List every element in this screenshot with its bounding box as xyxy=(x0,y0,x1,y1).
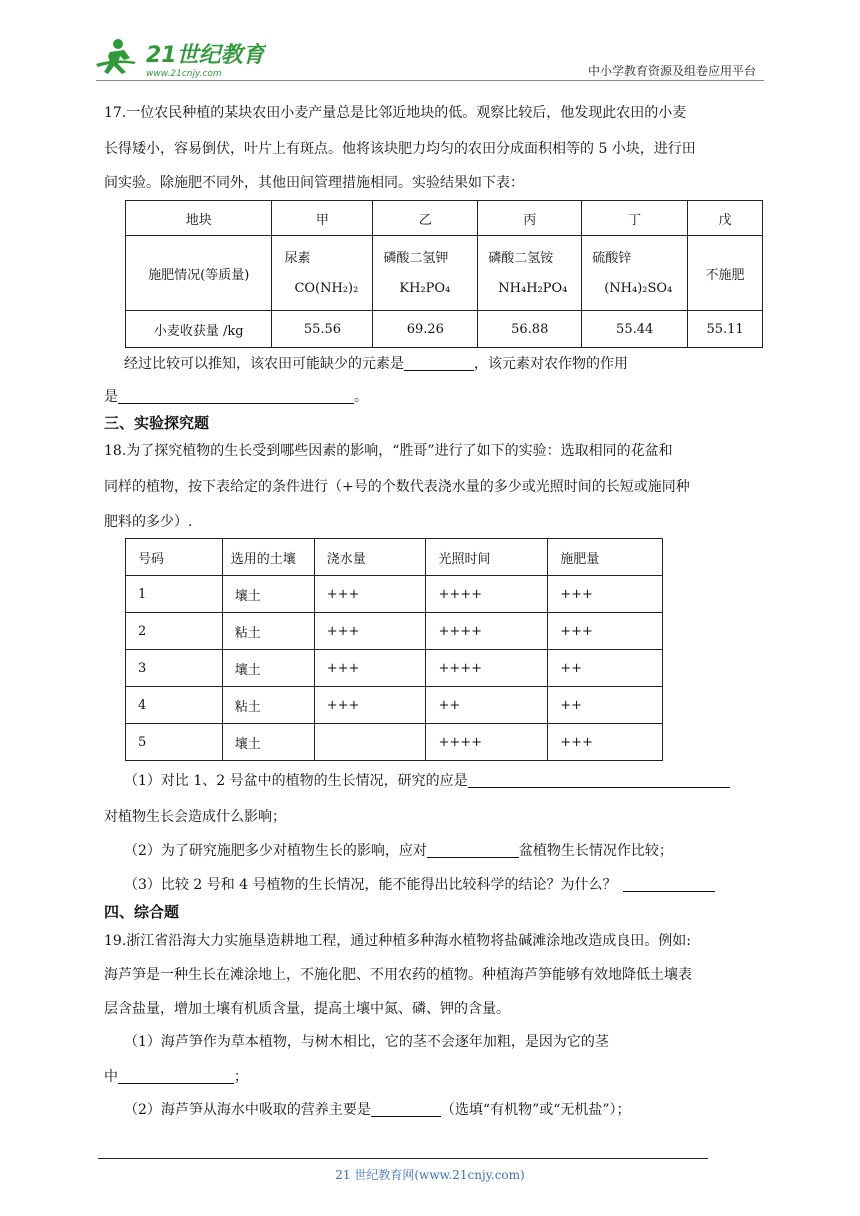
q18-sub-3 xyxy=(124,876,784,894)
header-divider xyxy=(96,80,764,81)
answer-blank[interactable] xyxy=(468,773,730,788)
q18-sub-2-text: （2）为了研究施肥多少对植物生长的影响，应对 xyxy=(124,843,427,859)
table-cell: 3 xyxy=(126,650,223,687)
table-cell: 壤土 xyxy=(222,576,314,613)
table-cell: +++ xyxy=(314,687,426,724)
fertilizer-name: 硫酸锌 xyxy=(592,251,632,266)
table-cell xyxy=(373,236,478,311)
table-cell: +++ xyxy=(548,576,663,613)
table-header: 选用的土壤 xyxy=(222,539,314,576)
table-cell: 粘土 xyxy=(222,613,314,650)
site-logo xyxy=(96,36,266,80)
table-cell: 55.56 xyxy=(272,311,373,348)
table-cell: 甲 xyxy=(272,201,373,236)
table-cell: 69.26 xyxy=(373,311,478,348)
table-header: 光照时间 xyxy=(426,539,548,576)
table-cell: 粘土 xyxy=(222,687,314,724)
q17-prompt: 经过比较可以推知，该农田可能缺少的元素是 xyxy=(124,356,404,372)
footer-link[interactable]: 21 世纪教育网(www.21cnjy.com) xyxy=(335,1168,525,1182)
answer-blank[interactable] xyxy=(371,1102,441,1117)
table-row xyxy=(126,236,763,311)
table-cell: 壤土 xyxy=(222,724,314,761)
q19-sub-2-text: （2）海芦笋从海水中吸取的营养主要是 xyxy=(124,1102,371,1118)
fertilizer-formula: CO(NH₂)₂ xyxy=(294,281,359,296)
table-cell: ++ xyxy=(426,687,548,724)
table-cell: ++ xyxy=(548,650,663,687)
q19-sub-2 xyxy=(124,1101,784,1119)
footer-divider xyxy=(98,1158,708,1159)
logo-subtext: www.21cnjy.com xyxy=(146,69,222,79)
table-cell: ++++ xyxy=(426,724,548,761)
q19-sub-1-prefix: 中 xyxy=(104,1069,118,1085)
q19-sub-2-end: （选填“有机物”或“无机盐”）； xyxy=(440,1102,631,1118)
table-row xyxy=(126,576,663,613)
q18-line-2: 同样的植物，按下表给定的条件进行（+号的个数代表浇水量的多少或光照时间的长短或施同种 xyxy=(104,479,690,495)
answer-blank[interactable] xyxy=(118,1069,234,1084)
q18-line-1: 18.为了探究植物的生长受到哪些因素的影响，“胜哥”进行了如下的实验：选取相同的花盆和 xyxy=(104,443,673,459)
table-cell: 56.88 xyxy=(478,311,582,348)
table-cell: +++ xyxy=(314,650,426,687)
answer-blank[interactable] xyxy=(404,356,474,371)
table-cell: ++ xyxy=(548,687,663,724)
table-row xyxy=(126,613,663,650)
section-heading: 四、综合题 xyxy=(104,903,180,921)
fertilizer-formula: NH₄H₂PO₄ xyxy=(498,281,568,296)
table-cell xyxy=(314,724,426,761)
q19-sub-1: （1）海芦笋作为草本植物，与树木相比，它的茎不会逐年加粗，是因为它的茎 xyxy=(124,1034,609,1050)
table-row xyxy=(126,201,763,236)
fertilizer-formula: (NH₄)₂SO₄ xyxy=(604,281,673,296)
table-cell: ++++ xyxy=(426,613,548,650)
q18-sub-1-cont: 对植物生长会造成什么影响； xyxy=(104,809,286,825)
table-header-row xyxy=(126,539,663,576)
table-cell: 丙 xyxy=(478,201,582,236)
table-cell: 1 xyxy=(126,576,223,613)
table-cell: 4 xyxy=(126,687,223,724)
table-cell: 2 xyxy=(126,613,223,650)
table-cell xyxy=(478,236,582,311)
answer-blank[interactable] xyxy=(623,877,715,892)
table-cell: 小麦收获量 /kg xyxy=(126,311,272,348)
table-cell: 55.11 xyxy=(688,311,763,348)
table-cell: 地块 xyxy=(126,201,272,236)
table-header: 号码 xyxy=(126,539,223,576)
q17-prompt-2: 是 xyxy=(104,389,118,405)
fertilizer-results-table xyxy=(125,200,763,348)
table-cell: +++ xyxy=(548,724,663,761)
q18-sub-3-text: （3）比较 2 号和 4 号植物的生长情况，能不能得出比较科学的结论？为什么？ xyxy=(124,877,617,893)
table-header: 施肥量 xyxy=(548,539,663,576)
fertilizer-name: 尿素 xyxy=(284,251,311,266)
answer-blank[interactable] xyxy=(427,843,519,858)
logo-text: 21世纪教育 xyxy=(146,43,265,68)
q17-answer-line-1 xyxy=(124,355,784,373)
fertilizer-formula: KH₂PO₄ xyxy=(399,281,451,296)
table-header: 浇水量 xyxy=(314,539,426,576)
q18-line-3: 肥料的多少）. xyxy=(104,514,193,530)
table-cell xyxy=(272,236,373,311)
q18-sub-2 xyxy=(124,842,784,860)
q19-sub-1-cont xyxy=(104,1068,764,1086)
table-row xyxy=(126,687,663,724)
q17-line-2: 长得矮小，容易倒伏，叶片上有斑点。他将该块肥力均匀的农田分成面积相等的 5 小块，进行田 xyxy=(104,141,696,157)
q19-sub-1-end: ； xyxy=(234,1069,248,1085)
table-cell: 丁 xyxy=(582,201,688,236)
table-cell: 5 xyxy=(126,724,223,761)
q17-line-3: 间实验。除施肥不同外，其他田间管理措施相同。实验结果如下表： xyxy=(104,175,524,191)
q19-line-1: 19.浙江省沿海大力实施垦造耕地工程，通过种植多种海水植物将盐碱滩涂地改造成良田。例如: xyxy=(104,933,691,949)
q17-prompt-2-end: 。 xyxy=(354,389,368,405)
q17-answer-line-2 xyxy=(104,388,764,406)
fertilizer-name: 磷酸二氢铵 xyxy=(488,251,554,266)
q17-line-1: 17.一位农民种植的某块农田小麦产量总是比邻近地块的低。观察比较后，他发现此农田的小麦 xyxy=(104,105,687,121)
table-row xyxy=(126,650,663,687)
fertilizer-name: 磷酸二氢钾 xyxy=(383,251,449,266)
q18-sub-1 xyxy=(124,772,784,790)
table-cell: +++ xyxy=(314,576,426,613)
q17-prompt-cont: ，该元素对农作物的作用 xyxy=(474,356,628,372)
q18-sub-1-text: （1）对比 1、2 号盆中的植物的生长情况，研究的应是 xyxy=(124,773,468,789)
plant-growth-table xyxy=(125,538,663,761)
platform-name: 中小学教育资源及组卷应用平台 xyxy=(587,64,756,78)
table-cell: +++ xyxy=(314,613,426,650)
table-cell: 不施肥 xyxy=(688,236,763,311)
table-row xyxy=(126,724,663,761)
section-heading: 三、实验探究题 xyxy=(104,414,210,432)
table-cell: 乙 xyxy=(373,201,478,236)
answer-blank[interactable] xyxy=(118,389,354,404)
table-cell: 戊 xyxy=(688,201,763,236)
table-cell: ++++ xyxy=(426,650,548,687)
table-cell xyxy=(582,236,688,311)
q19-line-2: 海芦笋是一种生长在滩涂地上，不施化肥、不用农药的植物。种植海芦笋能够有效地降低土壤表 xyxy=(104,967,692,983)
q19-line-3: 层含盐量，增加土壤有机质含量，提高土壤中氮、磷、钾的含量。 xyxy=(104,1001,510,1017)
table-cell: 壤土 xyxy=(222,650,314,687)
q18-sub-2-end: 盆植物生长情况作比较； xyxy=(518,843,673,859)
table-cell: 施肥情况(等质量) xyxy=(126,236,272,311)
table-row xyxy=(126,311,763,348)
table-cell: 55.44 xyxy=(582,311,688,348)
table-cell: +++ xyxy=(548,613,663,650)
table-cell: ++++ xyxy=(426,576,548,613)
